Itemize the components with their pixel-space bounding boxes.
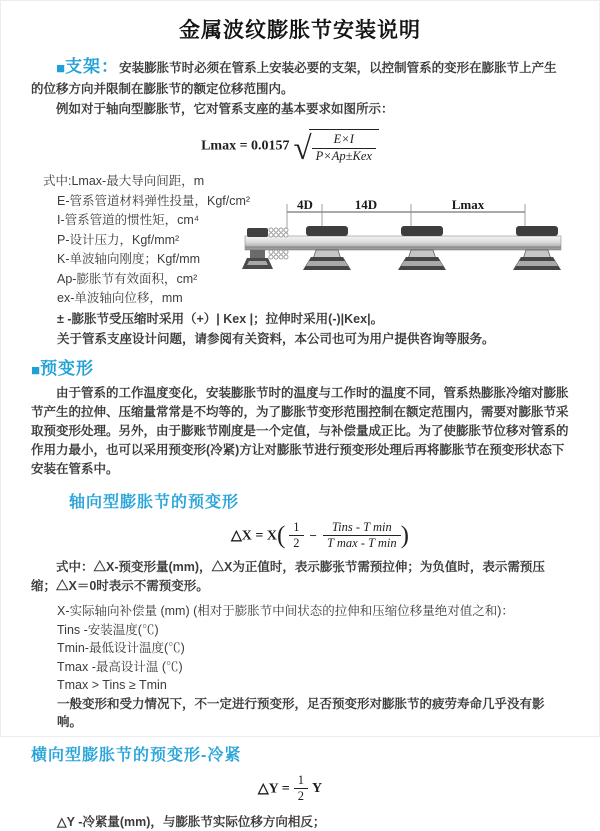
lateral-formula <box>31 773 549 805</box>
support-example-line: 例如对于轴向型膨胀节，它对管系支座的基本要求如图所示： <box>56 102 394 116</box>
lmax-formula-lhs: Lmax = 0.0157 <box>201 138 290 154</box>
support-section-title: 支架： <box>65 57 120 76</box>
lateral-formula-rhs: Y <box>311 780 323 796</box>
kex-note-line: ± -膨胀节受压缩时采用（+）| Kex |；拉伸时采用(-)|Kex|。 <box>57 311 384 326</box>
pipe-support-diagram-svg <box>245 198 571 276</box>
fraction-numerator: 1 <box>294 773 308 790</box>
axial-line: Tmin-最低设计温度(℃) <box>57 641 185 655</box>
predeform-paragraph: 由于管系的工作温度变化，安装膨胀节时的温度与工作时的温度不同，管系热膨胀冷缩对膨胀节产生的拉伸、压缩量常常是不均等的，为了膨胀节变形范围控制在额定范围内，需要对膨胀节采取预变形处理。另外，由于膨账节刚度是一个定值，与补偿量成正比。为了使膨胀节位移对管系的作用力最小，也可以采用预变形(冷紧)方让对膨胀节进行预变形处理后再将膨胀节在预变形状态下安装在管系中。 <box>31 385 569 476</box>
axial-line: Tmax -最高设计温 (℃) <box>57 659 183 674</box>
lateral-subheading: 横向型膨胀节的预变形-冷紧 <box>31 746 242 764</box>
support-intro-text: 安装膨胀节时必须在管系上安装必要的支架，以控制管系的变形在膨胀节上产生的位移方向并限制在膨胀节的额定位移范围内。 <box>31 61 557 96</box>
fraction-denominator: T max - T min <box>326 536 397 551</box>
axial-line: Tins -安装温度(℃) <box>57 622 159 637</box>
axial-line: 一般变形和受力情况下，不一定进行预变形，足否预变形对膨胀节的疲劳寿命几乎没有影响。 <box>57 696 545 729</box>
section-square-marker: ■ <box>56 60 66 77</box>
predeform-section-title: 预变形 <box>40 358 95 378</box>
page-title: 金属波纹膨胀节安装说明 <box>179 19 421 42</box>
axial-subheading: 轴向型膨胀节的预变形 <box>69 493 240 511</box>
definition-line: E-管系管道材料弹性投量，Kgf/cm² <box>57 193 251 208</box>
definition-line: Ap-膨胀节有效面积，cm² <box>57 271 198 286</box>
minus-operator: − <box>309 527 317 543</box>
dimension-label-14d: 14D <box>354 197 378 213</box>
axial-note-paragraph: 式中：△X-预变形量(mm)，△X为正值时，表示膨张节需预拉伸；为负值时，表示需预压缩；△X＝0时表示不需预变形。 <box>31 560 545 593</box>
support-intro-paragraph <box>31 57 569 99</box>
lateral-note-line: △Y -冷紧量(mm)，与膨胀节实际位移方向相反； <box>57 814 326 829</box>
lmax-denominator: P×Ap±Kex <box>315 148 372 163</box>
definition-line: P-设计压力，Kgf/mm² <box>57 232 180 247</box>
temperature-fraction <box>323 520 401 552</box>
fraction-denominator: 2 <box>293 536 300 551</box>
axial-line: Tmax > Tins ≥ Tmin <box>57 678 167 692</box>
radical-sign: √ <box>293 130 312 167</box>
close-paren: ) <box>400 521 409 549</box>
lateral-formula-lhs: △Y = <box>257 781 290 797</box>
pipe-support-diagram <box>245 172 571 309</box>
half-fraction <box>294 773 308 805</box>
axial-formula <box>71 520 569 552</box>
axial-line: X-实际轴向补偿量 (mm) (相对于膨胀节中间状态的拉伸和压缩位移量绝对值之和)： <box>57 604 514 618</box>
lmax-radicand <box>309 129 379 164</box>
definition-line: 式中:Lmax-最大导向间距，m <box>43 174 205 189</box>
axial-formula-lhs: △X = X <box>231 528 277 544</box>
pipe <box>245 236 561 250</box>
dimension-label-4d: 4D <box>297 197 313 213</box>
section-square-marker: ■ <box>31 361 41 379</box>
lmax-formula <box>31 129 549 167</box>
variable-definitions <box>31 172 251 309</box>
fraction-numerator: 1 <box>289 520 303 537</box>
open-paren: ( <box>276 521 286 549</box>
service-note-line: 关于管系支座设计问题，请参阅有关资料，本公司也可为用户提供咨询等服务。 <box>57 331 495 346</box>
definition-line: ex-单波轴向位移，mm <box>57 291 183 306</box>
definitions-and-diagram <box>31 172 569 309</box>
definition-line: K-单波轴向刚度；Kgf/mm <box>57 252 201 267</box>
dimension-label-lmax: Lmax <box>451 197 485 213</box>
fraction-numerator: Tins - T min <box>323 520 401 537</box>
half-fraction <box>289 520 303 552</box>
definition-line: I-管系管道的惯性矩，cm⁴ <box>57 213 200 228</box>
predeform-section-heading <box>31 359 569 381</box>
fraction-denominator: 2 <box>297 789 304 804</box>
lmax-numerator: E×I <box>312 132 376 149</box>
